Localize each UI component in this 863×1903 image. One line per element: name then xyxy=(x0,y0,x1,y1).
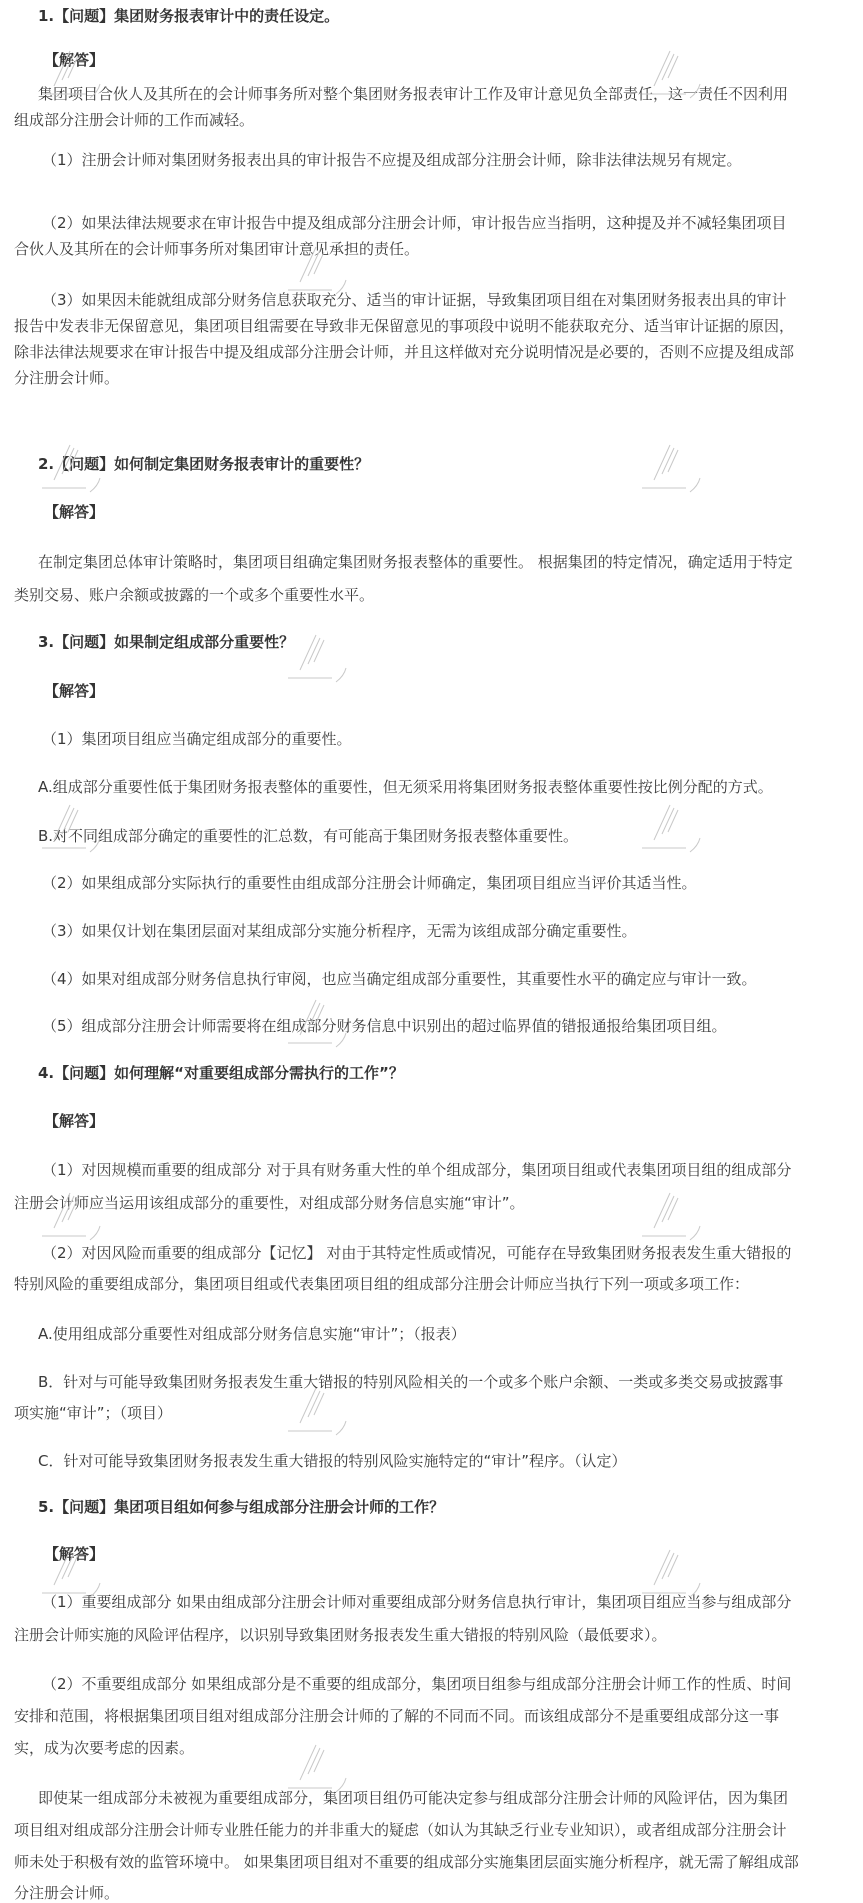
paragraph-line: 合伙人及其所在的会计师事务所对集团审计意见承担的责任。 xyxy=(14,240,420,258)
paragraph-line: （4）如果对组成部分财务信息执行审阅，也应当确定组成部分重要性，其重要性水平的确定应与审计一致。 xyxy=(42,970,757,988)
paragraph-line: C．针对可能导致集团财务报表发生重大错报的特别风险实施特定的“审计”程序。（认定） xyxy=(38,1452,627,1470)
watermark-icon xyxy=(640,800,730,870)
question-1-heading: 1.【问题】集团财务报表审计中的责任设定。 xyxy=(38,7,340,25)
paragraph-line: （1）对因规模而重要的组成部分 对于具有财务重大性的单个组成部分，集团项目组或代表集团项目组的组成部分 xyxy=(42,1161,792,1179)
paragraph-line: 特别风险的重要组成部分，集团项目组或代表集团项目组的组成部分注册会计师应当执行下列一项或多项工作： xyxy=(14,1275,750,1293)
paragraph-line: 分注册会计师。 xyxy=(14,1884,120,1902)
question-2-heading: 2.【问题】如何制定集团财务报表审计的重要性？ xyxy=(38,455,370,473)
paragraph-line: （1）集团项目组应当确定组成部分的重要性。 xyxy=(42,730,352,748)
answer-label-3: 【解答】 xyxy=(44,682,105,700)
paragraph-line: 实，成为次要考虑的因素。 xyxy=(14,1739,195,1757)
paragraph-line: 安排和范围，将根据集团项目组对组成部分注册会计师的了解的不同而不同。而该组成部分不是重要组成部分这一事 xyxy=(14,1707,780,1725)
paragraph-line: 项实施“审计”；（项目） xyxy=(14,1404,173,1422)
paragraph-line: 类别交易、账户余额或披露的一个或多个重要性水平。 xyxy=(14,586,375,604)
paragraph-line: （1）注册会计师对集团财务报表出具的审计报告不应提及组成部分注册会计师，除非法律法规另有规定。 xyxy=(42,151,742,169)
answer-label-2: 【解答】 xyxy=(44,503,105,521)
paragraph-line: （5）组成部分注册会计师需要将在组成部分财务信息中识别出的超过临界值的错报通报给集团项目组。 xyxy=(42,1017,727,1035)
watermark-icon xyxy=(640,440,730,510)
question-4-heading: 4.【问题】如何理解“对重要组成部分需执行的工作”？ xyxy=(38,1064,404,1082)
paragraph-line: 报告中发表非无保留意见，集团项目组需要在导致非无保留意见的事项段中说明不能获取充分、适当审计证据的原因， xyxy=(14,317,795,335)
paragraph-line: （3）如果因未能就组成部分财务信息获取充分、适当的审计证据，导致集团项目组在对集团财务报表出具的审计 xyxy=(42,291,787,309)
paragraph-line: 集团项目合伙人及其所在的会计师事务所对整个集团财务报表审计工作及审计意见负全部责任，这一责任不因利用 xyxy=(38,85,789,103)
watermark-icon xyxy=(286,630,376,700)
question-5-heading: 5.【问题】集团项目组如何参与组成部分注册会计师的工作？ xyxy=(38,1498,445,1516)
paragraph-line: 项目组对组成部分注册会计师专业胜任能力的并非重大的疑虑（如认为其缺乏行业专业知识），或者组成部分注册会计 xyxy=(14,1821,787,1839)
paragraph-line: 注册会计师应当运用该组成部分的重要性，对组成部分财务信息实施“审计”。 xyxy=(14,1194,525,1212)
paragraph-line: （2）如果法律法规要求在审计报告中提及组成部分注册会计师，审计报告应当指明，这种提及并不减轻集团项目 xyxy=(42,214,787,232)
paragraph-line: （2）如果组成部分实际执行的重要性由组成部分注册会计师确定，集团项目组应当评价其适当性。 xyxy=(42,874,697,892)
paragraph-line: A.组成部分重要性低于集团财务报表整体的重要性，但无须采用将集团财务报表整体重要性按比例分配的方式。 xyxy=(38,778,773,796)
paragraph-line: （2）对因风险而重要的组成部分【记忆】 对由于其特定性质或情况，可能存在导致集团财务报表发生重大错报的 xyxy=(42,1244,792,1262)
paragraph-line: 即使某一组成部分未被视为重要组成部分，集团项目组仍可能决定参与组成部分注册会计师的风险评估，因为集团 xyxy=(38,1789,789,1807)
answer-label-1: 【解答】 xyxy=(44,51,105,69)
paragraph-line: （3）如果仅计划在集团层面对某组成部分实施分析程序，无需为该组成部分确定重要性。 xyxy=(42,922,637,940)
paragraph-line: 除非法律法规要求在审计报告中提及组成部分注册会计师，并且这样做对充分说明情况是必要的，否则不应提及组成部 xyxy=(14,343,795,361)
paragraph-line: 注册会计师实施的风险评估程序，以识别导致集团财务报表发生重大错报的特别风险（最低要求）。 xyxy=(14,1626,667,1644)
watermark-icon xyxy=(40,440,130,510)
question-3-heading: 3.【问题】如果制定组成部分重要性？ xyxy=(38,633,295,651)
answer-label-5: 【解答】 xyxy=(44,1545,105,1563)
paragraph-line: A.使用组成部分重要性对组成部分财务信息实施“审计”；（报表） xyxy=(38,1325,466,1343)
paragraph-line: 分注册会计师。 xyxy=(14,369,120,387)
paragraph-line: 组成部分注册会计师的工作而减轻。 xyxy=(14,111,255,129)
paragraph-line: 师未处于积极有效的监管环境中。 如果集团项目组对不重要的组成部分实施集团层面实施分析程序，就无需了解组成部 xyxy=(14,1853,799,1871)
watermark-icon xyxy=(640,46,730,116)
paragraph-line: （2）不重要组成部分 如果组成部分是不重要的组成部分，集团项目组参与组成部分注册会计师工作的性质、时间 xyxy=(42,1675,792,1693)
paragraph-line: B.对不同组成部分确定的重要性的汇总数，有可能高于集团财务报表整体重要性。 xyxy=(38,827,579,845)
watermark-icon xyxy=(286,1383,376,1453)
paragraph-line: （1）重要组成部分 如果由组成部分注册会计师对重要组成部分财务信息执行审计，集团项目组应当参与组成部分 xyxy=(42,1593,792,1611)
answer-label-4: 【解答】 xyxy=(44,1112,105,1130)
paragraph-line: B．针对与可能导致集团财务报表发生重大错报的特别风险相关的一个或多个账户余额、一类或多类交易或披露事 xyxy=(38,1373,784,1391)
paragraph-line: 在制定集团总体审计策略时，集团项目组确定集团财务报表整体的重要性。 根据集团的特定情况，确定适用于特定 xyxy=(38,553,793,571)
